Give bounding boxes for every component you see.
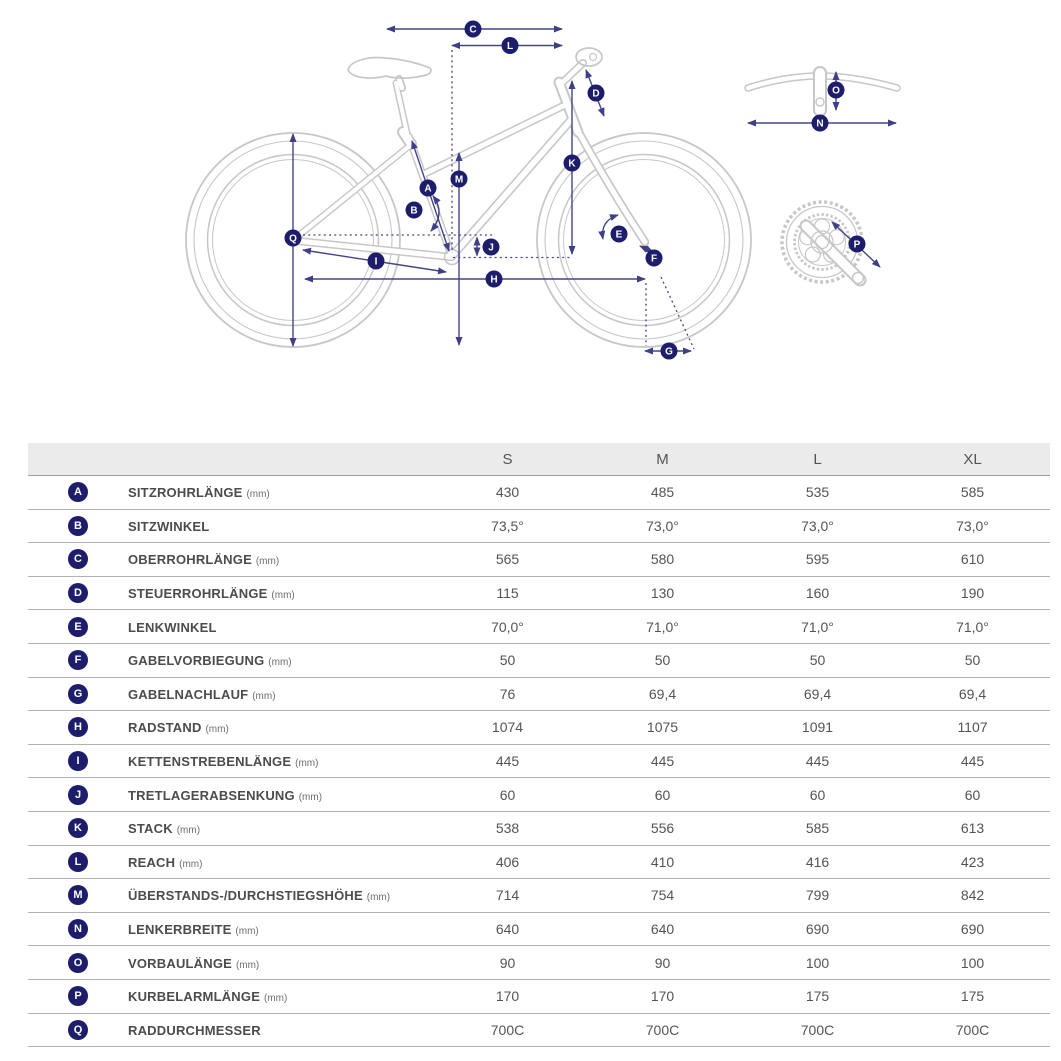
svg-text:K: K: [568, 158, 576, 170]
row-value: 538: [430, 811, 585, 845]
table-row: [28, 946, 1050, 980]
row-label-cell: [128, 811, 430, 845]
row-value: 73,0°: [740, 509, 895, 543]
svg-text:H: H: [490, 274, 498, 286]
row-label-cell: [128, 1013, 430, 1047]
row-label: KURBELARMLÄNGE: [128, 989, 261, 1005]
table-row: [28, 811, 1050, 845]
row-value: 1091: [740, 711, 895, 745]
svg-text:C: C: [469, 24, 477, 36]
col-header-s: S: [430, 443, 585, 476]
col-header-l: L: [740, 443, 895, 476]
row-value: 50: [740, 643, 895, 677]
row-label: REACH: [128, 854, 176, 870]
row-letter-cell: [28, 879, 128, 913]
row-value: 690: [740, 912, 895, 946]
row-value: 585: [895, 476, 1050, 510]
row-value: 690: [895, 912, 1050, 946]
svg-text:F: F: [650, 253, 658, 265]
table-row: [28, 677, 1050, 711]
row-value: 100: [740, 946, 895, 980]
row-value: 50: [430, 643, 585, 677]
row-letter-cell: [28, 845, 128, 879]
marker-a: [420, 180, 437, 197]
row-value: 423: [895, 845, 1050, 879]
row-letter-badge: G: [68, 684, 88, 704]
row-value: 70,0°: [430, 610, 585, 644]
row-label-cell: [128, 576, 430, 610]
row-value: 130: [585, 576, 740, 610]
row-label-cell: [128, 912, 430, 946]
table-row: [28, 778, 1050, 812]
row-label-cell: [128, 778, 430, 812]
row-unit: (mm): [268, 657, 292, 669]
row-label: RADDURCHMESSER: [128, 1022, 261, 1038]
row-label-cell: [128, 677, 430, 711]
row-letter-cell: [28, 979, 128, 1013]
row-value: 613: [895, 811, 1050, 845]
row-label: TRETLAGERABSENKUNG: [128, 787, 295, 803]
row-letter-cell: [28, 576, 128, 610]
marker-e: [611, 226, 628, 243]
svg-text:L: L: [506, 41, 514, 52]
row-value: 1075: [585, 711, 740, 745]
row-letter-badge: H: [68, 717, 88, 737]
row-value: 445: [585, 744, 740, 778]
row-letter-badge: M: [68, 885, 88, 905]
row-label: SITZWINKEL: [128, 518, 210, 534]
svg-text:D: D: [592, 88, 600, 100]
svg-text:Q: Q: [289, 233, 297, 245]
row-value: 445: [740, 744, 895, 778]
marker-k: [564, 155, 581, 172]
row-label: SITZROHRLÄNGE: [128, 485, 243, 501]
row-letter-cell: [28, 643, 128, 677]
row-value: 714: [430, 879, 585, 913]
geometry-table: [28, 443, 1050, 1047]
row-value: 76: [430, 677, 585, 711]
table-row: [28, 543, 1050, 577]
marker-j: [483, 239, 500, 256]
row-unit: (mm): [176, 825, 201, 837]
row-letter-badge: C: [68, 549, 88, 569]
row-letter-cell: [28, 1013, 128, 1047]
col-header-m: M: [585, 443, 740, 476]
row-value: 50: [585, 643, 740, 677]
row-value: 1074: [430, 711, 585, 745]
row-value: 73,0°: [585, 509, 740, 543]
row-letter-cell: [28, 711, 128, 745]
bike-geometry-diagram: [0, 0, 1061, 438]
row-letter-cell: [28, 946, 128, 980]
row-label-cell: [128, 610, 430, 644]
row-letter-badge: P: [68, 986, 88, 1006]
row-value: 485: [585, 476, 740, 510]
row-value: 842: [895, 879, 1050, 913]
row-unit: (mm): [295, 758, 319, 770]
svg-text:B: B: [410, 205, 418, 217]
row-value: 170: [585, 979, 740, 1013]
row-letter-cell: [28, 677, 128, 711]
row-unit: (mm): [271, 590, 295, 602]
handlebar-grip: [576, 48, 602, 66]
row-value: 416: [740, 845, 895, 879]
row-value: 175: [895, 979, 1050, 1013]
svg-text:A: A: [424, 183, 432, 195]
row-label: RADSTAND: [128, 720, 202, 736]
table-row: [28, 711, 1050, 745]
row-value: 175: [740, 979, 895, 1013]
geometry-table-header: [28, 443, 1050, 476]
row-value: 535: [740, 476, 895, 510]
table-row: [28, 509, 1050, 543]
row-value: 580: [585, 543, 740, 577]
marker-q: [285, 230, 302, 247]
row-value: 90: [430, 946, 585, 980]
row-label: OBERROHRLÄNGE: [128, 552, 252, 568]
row-letter-badge: O: [68, 953, 88, 973]
row-value: 69,4: [740, 677, 895, 711]
svg-text:N: N: [816, 118, 824, 130]
row-unit: (mm): [205, 724, 229, 736]
row-value: 640: [585, 912, 740, 946]
svg-text:G: G: [665, 346, 673, 358]
row-value: 90: [585, 946, 740, 980]
row-label-cell: [128, 879, 430, 913]
svg-text:E: E: [615, 229, 623, 241]
handlebar-detail: [748, 73, 897, 110]
marker-n: [812, 115, 829, 132]
row-letter-cell: [28, 543, 128, 577]
row-value: 430: [430, 476, 585, 510]
row-letter-cell: [28, 778, 128, 812]
row-label: GABELVORBIEGUNG: [128, 653, 265, 669]
saddle: [348, 58, 431, 79]
row-value: 754: [585, 879, 740, 913]
row-letter-cell: [28, 476, 128, 510]
row-letter-badge: A: [68, 482, 88, 502]
row-letter-cell: [28, 610, 128, 644]
row-letter-badge: N: [68, 919, 88, 939]
row-letter-badge: E: [68, 617, 88, 637]
row-value: 406: [430, 845, 585, 879]
row-value: 60: [740, 778, 895, 812]
row-value: 73,0°: [895, 509, 1050, 543]
row-value: 700C: [585, 1013, 740, 1047]
row-value: 100: [895, 946, 1050, 980]
table-row: [28, 1013, 1050, 1047]
marker-g: [661, 343, 678, 360]
row-label: STEUERROHRLÄNGE: [128, 586, 268, 602]
row-unit: (mm): [179, 858, 203, 870]
row-letter-cell: [28, 912, 128, 946]
row-unit: (mm): [235, 926, 259, 938]
svg-text:O: O: [832, 85, 840, 97]
table-row: [28, 979, 1050, 1013]
row-value: 60: [895, 778, 1050, 812]
table-row: [28, 610, 1050, 644]
marker-p: [849, 236, 866, 253]
row-letter-badge: B: [68, 516, 88, 536]
row-value: 410: [585, 845, 740, 879]
table-row: [28, 744, 1050, 778]
row-label: LENKERBREITE: [128, 922, 232, 938]
row-unit: (mm): [366, 892, 391, 904]
marker-b: [406, 202, 423, 219]
row-label-cell: [128, 509, 430, 543]
table-row: [28, 643, 1050, 677]
row-label-cell: [128, 946, 430, 980]
geometry-table-body: [28, 476, 1050, 1047]
row-label-cell: [128, 845, 430, 879]
marker-f: [646, 250, 663, 267]
row-letter-badge: J: [68, 785, 88, 805]
svg-text:P: P: [853, 239, 861, 251]
svg-text:I: I: [374, 256, 378, 268]
row-letter-badge: K: [68, 818, 88, 838]
row-unit: (mm): [255, 556, 280, 568]
row-letter-cell: [28, 811, 128, 845]
row-label-cell: [128, 543, 430, 577]
col-header-letter: [28, 443, 128, 476]
marker-c: [465, 21, 482, 38]
row-value: 170: [430, 979, 585, 1013]
marker-i: [368, 253, 385, 270]
col-header-label: [128, 443, 430, 476]
row-value: 69,4: [585, 677, 740, 711]
row-value: 71,0°: [895, 610, 1050, 644]
row-value: 1107: [895, 711, 1050, 745]
table-row: [28, 912, 1050, 946]
row-value: 71,0°: [585, 610, 740, 644]
row-unit: (mm): [235, 959, 260, 971]
row-letter-badge: F: [68, 650, 88, 670]
row-value: 595: [740, 543, 895, 577]
row-unit: (mm): [246, 489, 270, 501]
row-value: 69,4: [895, 677, 1050, 711]
row-value: 640: [430, 912, 585, 946]
row-value: 50: [895, 643, 1050, 677]
row-unit: (mm): [252, 690, 276, 702]
row-value: 73,5°: [430, 509, 585, 543]
marker-l: [502, 37, 519, 54]
row-unit: (mm): [298, 791, 323, 803]
row-value: 556: [585, 811, 740, 845]
row-value: 190: [895, 576, 1050, 610]
row-value: 445: [895, 744, 1050, 778]
row-label: VORBAULÄNGE: [128, 955, 233, 971]
row-label-cell: [128, 979, 430, 1013]
row-letter-badge: Q: [68, 1020, 88, 1040]
row-value: 700C: [740, 1013, 895, 1047]
row-label: LENKWINKEL: [128, 619, 217, 635]
table-row: [28, 576, 1050, 610]
row-letter-cell: [28, 509, 128, 543]
svg-text:J: J: [488, 242, 494, 254]
row-label-cell: [128, 476, 430, 510]
marker-d: [588, 85, 605, 102]
row-letter-badge: D: [68, 583, 88, 603]
row-label: ÜBERSTANDS-/DURCHSTIEGSHÖHE: [128, 888, 363, 904]
marker-m: [451, 171, 468, 188]
table-row: [28, 879, 1050, 913]
row-letter-cell: [28, 744, 128, 778]
marker-h: [486, 271, 503, 288]
row-value: 700C: [895, 1013, 1050, 1047]
row-label-cell: [128, 643, 430, 677]
row-label-cell: [128, 711, 430, 745]
row-value: 565: [430, 543, 585, 577]
row-value: 115: [430, 576, 585, 610]
row-label: KETTENSTREBENLÄNGE: [128, 754, 292, 770]
row-value: 585: [740, 811, 895, 845]
row-letter-badge: I: [68, 751, 88, 771]
row-label-cell: [128, 744, 430, 778]
col-header-xl: XL: [895, 443, 1050, 476]
marker-o: [828, 82, 845, 99]
row-value: 799: [740, 879, 895, 913]
row-value: 445: [430, 744, 585, 778]
row-value: 160: [740, 576, 895, 610]
table-row: [28, 476, 1050, 510]
row-value: 60: [430, 778, 585, 812]
table-row: [28, 845, 1050, 879]
svg-text:M: M: [454, 174, 464, 186]
row-value: 610: [895, 543, 1050, 577]
row-value: 700C: [430, 1013, 585, 1047]
row-unit: (mm): [263, 993, 288, 1005]
row-label: STACK: [128, 821, 173, 837]
row-letter-badge: L: [68, 852, 88, 872]
row-label: GABELNACHLAUF: [128, 686, 249, 702]
row-value: 71,0°: [740, 610, 895, 644]
row-value: 60: [585, 778, 740, 812]
